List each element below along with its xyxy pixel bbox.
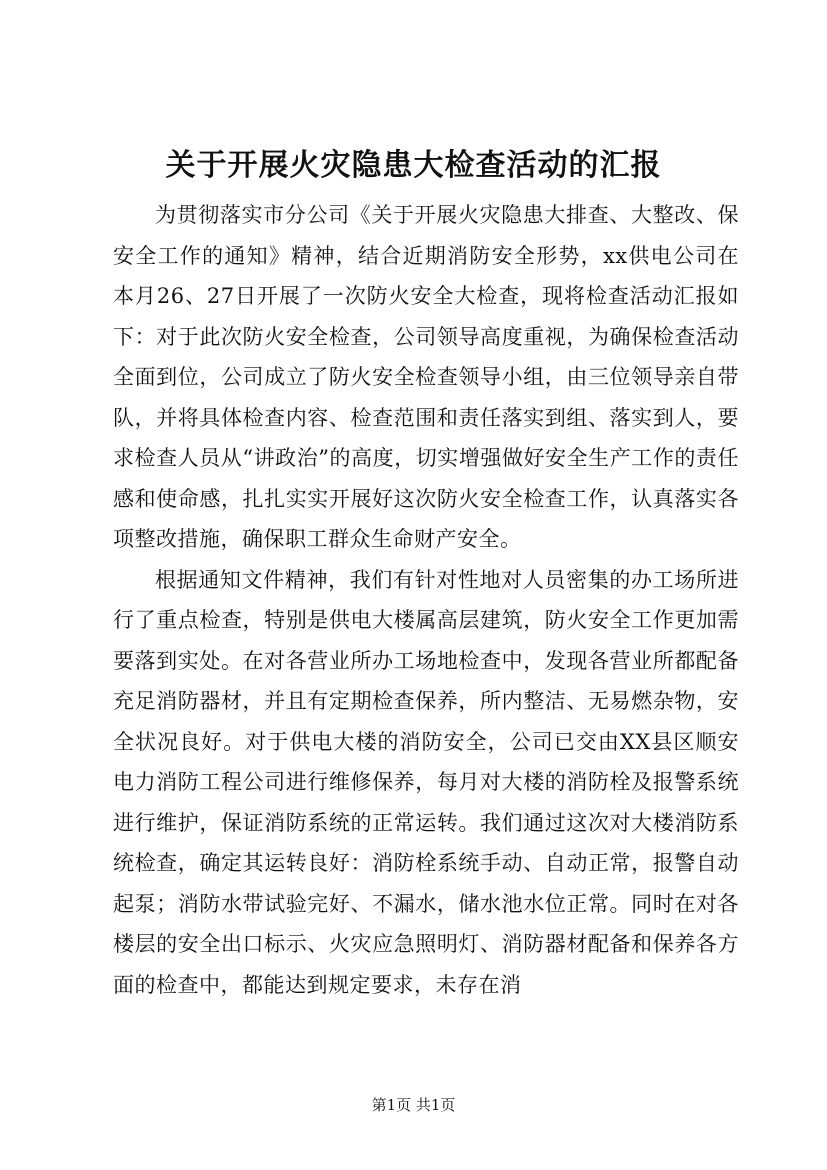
paragraph-1: 为贯彻落实市分公司《关于开展火灾隐患大排查、大整改、保安全工作的通知》精神，结合近期消防安全形势，xx供电公司在本月26、27日开展了一次防火安全大检查，现将检查活动汇报如下：对于此次防火安全检查，公司领导高度重视，为确保检查活动全面到位，公司成立了防火安全检查领导小组，由三位领导亲自带队，并将具体检查内容、检查范围和责任落实到组、落实到人，要求检查人员从“讲政治”的高度，切实增强做好安全生产工作的责任感和使命感，扎扎实实开展好这次防火安全检查工作，认真落实各项整改措施，确保职工群众生命财产安全。 [113,203,739,551]
document-title: 关于开展火灾隐患大检查活动的汇报 [165,148,662,183]
document-body [113,195,739,1005]
paragraph-2: 根据通知文件精神，我们有针对性地对人员密集的办工场所进行了重点检查，特别是供电大楼属高层建筑，防火安全工作更加需要落到实处。在对各营业所办工场地检查中，发现各营业所都配备充足消防器材，并且有定期检查保养，所内整洁、无易燃杂物，安全状况良好。对于供电大楼的消防安全，公司已交由XX县区顺安电力消防工程公司进行维修保养，每月对大楼的消防栓及报警系统进行维护，保证消防系统的正常运转。我们通过这次对大楼消防系统检查，确定其运转良好：消防栓系统手动、自动正常，报警自动起泵；消防水带试验完好、不漏水，储水池水位正常。同时在对各楼层的安全出口标示、火灾应急照明灯、消防器材配备和保养各方面的检查中，都能达到规定要求，未存在消 [113,567,739,997]
page-number-footer: 第1页 共1页 [371,1096,456,1114]
